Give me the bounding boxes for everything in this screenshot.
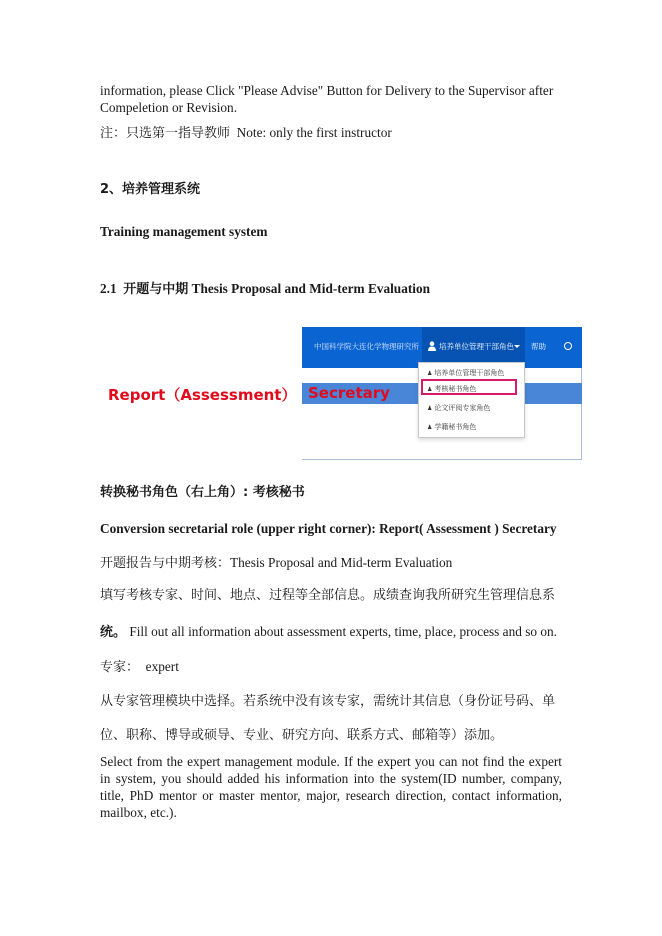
dropdown-item[interactable]: [427, 368, 504, 378]
select-cn-2: 位、职称、博导或硕导、专业、研究方向、联系方式、邮箱等）添加。: [100, 728, 504, 743]
user-icon: ♟: [427, 405, 433, 412]
intro-paragraph: [100, 82, 562, 116]
select-cn-1: 从专家管理模块中选择。若系统中没有该专家，需统计其信息（身份证号码、单: [100, 694, 556, 709]
expert-en: expert: [145, 659, 179, 674]
proposal-en: Thesis Proposal and Mid-term Evaluation: [230, 555, 453, 570]
expert-line: [100, 658, 562, 676]
dropdown-item-label: 论文评阅专家角色: [434, 404, 491, 412]
proposal-cn: 开题报告与中期考核：: [100, 556, 231, 571]
note-en: Note: only the first instructor: [236, 125, 392, 140]
fill-cn-2: 统。: [100, 625, 127, 640]
highlight-box: [421, 379, 517, 395]
select-en: Select from the expert management module. If the expert you can not find the expert in system, you should added his information into the system(ID number, company, title, PhD mentor or master mentor, major, research direction, contact information, mailbox, etc.).: [100, 754, 562, 820]
current-role: 培养单位管理干部角色: [439, 342, 514, 351]
section-2-1-heading: [100, 280, 562, 298]
fill-line-2: [100, 623, 562, 641]
role-label-right: Secretary: [308, 384, 390, 402]
fill-en: Fill out all information about assessment experts, time, place, process and so on.: [129, 624, 557, 639]
section-2-heading: 2、培养管理系统: [100, 182, 201, 197]
power-icon[interactable]: [564, 342, 572, 350]
section-title-cn: 开题与中期: [123, 282, 189, 297]
user-icon: ♟: [427, 370, 433, 377]
dropdown-item-label: 培养单位管理干部角色: [434, 369, 505, 377]
user-icon: ♟: [427, 386, 433, 393]
chevron-down-icon: [514, 345, 520, 348]
section-title-en: Thesis Proposal and Mid-term Evaluation: [191, 281, 431, 296]
help-link[interactable]: 帮助: [531, 342, 546, 351]
org-name: 中国科学院大连化学物理研究所: [314, 342, 419, 351]
role-dropdown-menu: [418, 362, 525, 438]
dropdown-item-label: 学籍秘书角色: [434, 423, 477, 431]
user-icon: [428, 341, 436, 351]
section-number: 2.1: [100, 281, 117, 296]
section-2-heading-en: Training management system: [100, 224, 268, 239]
role-label-left: Report（Assessment）: [108, 386, 297, 404]
expert-cn: 专家：: [100, 660, 140, 675]
fill-cn-1: 填写考核专家、时间、地点、过程等全部信息。成绩查询我所研究生管理信息系: [100, 588, 556, 603]
user-icon: ♟: [427, 424, 433, 431]
switch-role-en: Conversion secretarial role (upper right corner): Report( Assessment ) Secretary: [100, 521, 557, 536]
note-cn: 注：只选第一指导教师: [100, 126, 231, 141]
dropdown-item-label: 考核秘书角色: [434, 385, 477, 393]
switch-role-cn: 转换秘书角色（右上角）: 考核秘书: [100, 485, 305, 500]
intro-line-1: information, please Click "Please Advise" Button for Delivery to the Supervisor after: [100, 83, 554, 98]
note-line: [100, 124, 562, 142]
dropdown-item[interactable]: [427, 403, 490, 413]
intro-line-2: Compeletion or Revision.: [100, 100, 238, 115]
dropdown-item[interactable]: [427, 422, 476, 432]
proposal-line: [100, 554, 562, 572]
